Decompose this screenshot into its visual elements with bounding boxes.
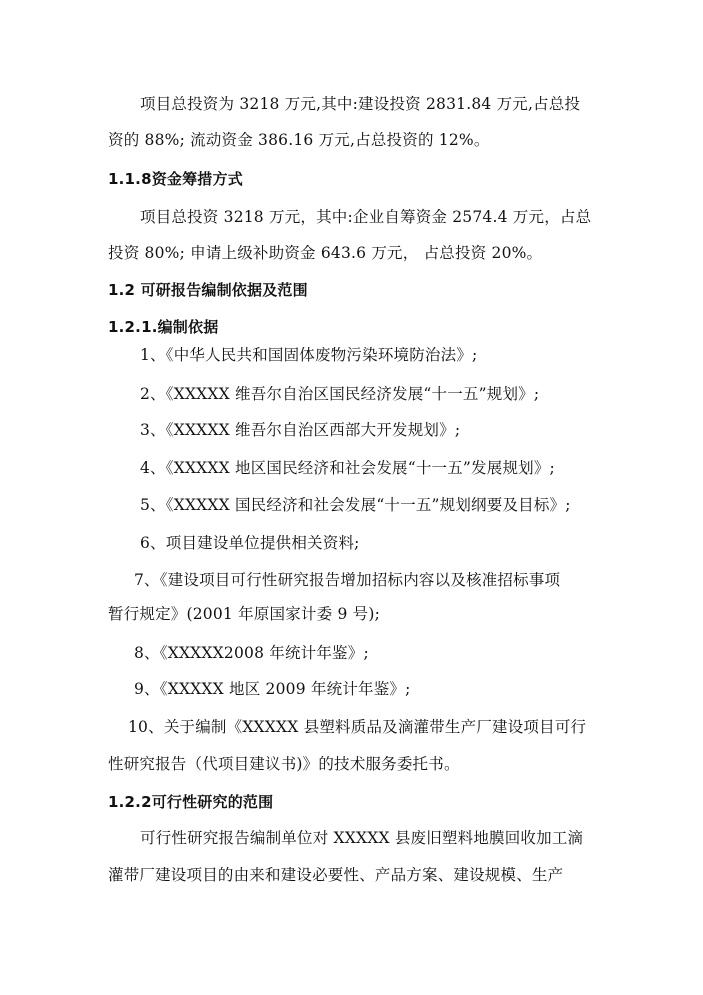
basis-item-9: 9、《XXXXX 地区 2009 年统计年鉴》; <box>134 680 411 698</box>
heading-1-2-2: 1.2.2可行性研究的范围 <box>108 793 274 811</box>
paragraph-funding-line2: 投资 80%; 申请上级补助资金 643.6 万元， 占总投资 20%。 <box>108 244 543 262</box>
basis-item-1: 1、《中华人民共和国固体废物污染环境防治法》; <box>140 346 478 364</box>
basis-item-2: 2、《XXXXX 维吾尔自治区国民经济发展“十一五”规划》; <box>140 385 540 403</box>
heading-1-2-1: 1.2.1.编制依据 <box>108 318 219 336</box>
heading-1-1-8: 1.1.8资金筹措方式 <box>108 170 243 188</box>
paragraph-investment-line2: 资的 88%; 流动资金 386.16 万元,占总投资的 12%。 <box>108 131 490 149</box>
paragraph-investment-line1: 项目总投资为 3218 万元,其中:建设投资 2831.84 万元,占总投 <box>140 95 581 113</box>
basis-item-3: 3、《XXXXX 维吾尔自治区西部大开发规划》; <box>140 421 461 439</box>
paragraph-scope-line1: 可行性研究报告编制单位对 XXXXX 县废旧塑料地膜回收加工滴 <box>140 829 584 847</box>
heading-1-2: 1.2 可研报告编制依据及范围 <box>108 281 308 299</box>
basis-item-4: 4、《XXXXX 地区国民经济和社会发展“十一五”发展规划》; <box>140 459 555 477</box>
paragraph-funding-line1: 项目总投资 3218 万元，其中:企业自筹资金 2574.4 万元，占总 <box>140 208 592 226</box>
basis-item-5: 5、《XXXXX 国民经济和社会发展“十一五”规划纲要及目标》; <box>140 496 571 514</box>
basis-item-10-line1: 10、关于编制《XXXXX 县塑料质品及滴灌带生产厂建设项目可行 <box>128 718 587 736</box>
paragraph-scope-line2: 灌带厂建设项目的由来和建设必要性、产品方案、建设规模、生产 <box>108 866 564 884</box>
basis-item-10-line2: 性研究报告（代项目建议书)》的技术服务委托书。 <box>108 755 460 773</box>
basis-item-8: 8、《XXXXX2008 年统计年鉴》; <box>134 644 369 662</box>
basis-item-6: 6、项目建设单位提供相关资料; <box>140 534 360 552</box>
basis-item-7-line1: 7、《建设项目可行性研究报告增加招标内容以及核准招标事项 <box>134 571 561 589</box>
basis-item-7-line2: 暂行规定》(2001 年原国家计委 9 号); <box>108 605 381 623</box>
